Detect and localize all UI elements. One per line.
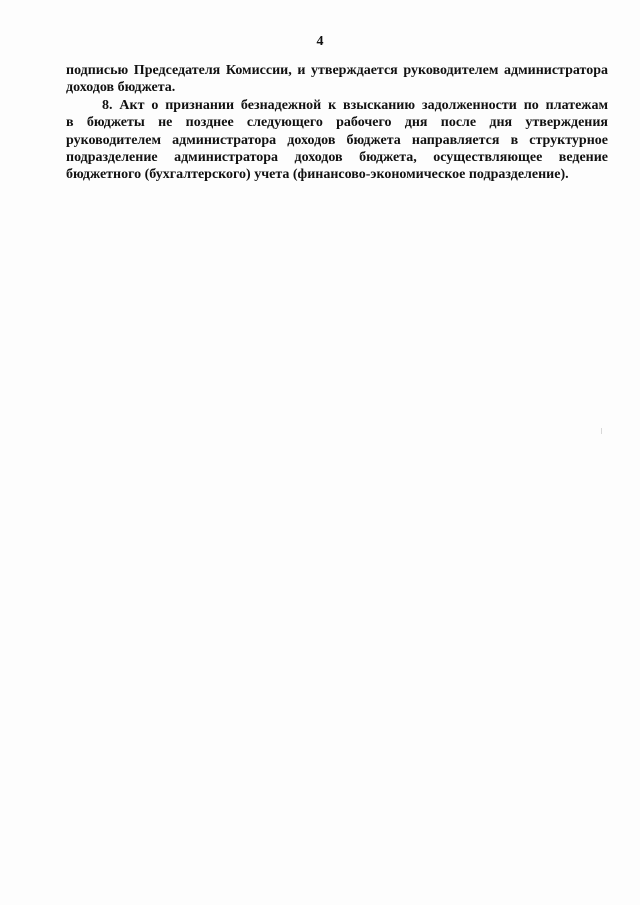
text-line: подразделение администратора доходов бюджета, осуществляющее ведение <box>66 149 608 165</box>
paragraph-continuation <box>66 62 608 97</box>
text-line: в бюджеты не позднее следующего рабочего дня после дня утверждения <box>66 115 608 131</box>
page-number: 4 <box>316 34 324 49</box>
paragraph-item-8 <box>66 97 608 184</box>
text-line: бюджетного (бухгалтерского) учета (финансово-экономическое подразделение). <box>66 167 569 183</box>
scan-speck <box>601 428 602 434</box>
document-body <box>66 62 608 184</box>
text-line: руководителем администратора доходов бюджета направляется в структурное <box>66 132 608 148</box>
text-line: доходов бюджета. <box>66 80 176 96</box>
text-line: 8. Акт о признании безнадежной к взысканию задолженности по платежам <box>102 97 608 113</box>
text-line: подписью Председателя Комиссии, и утверждается руководителем администратора <box>66 63 608 78</box>
